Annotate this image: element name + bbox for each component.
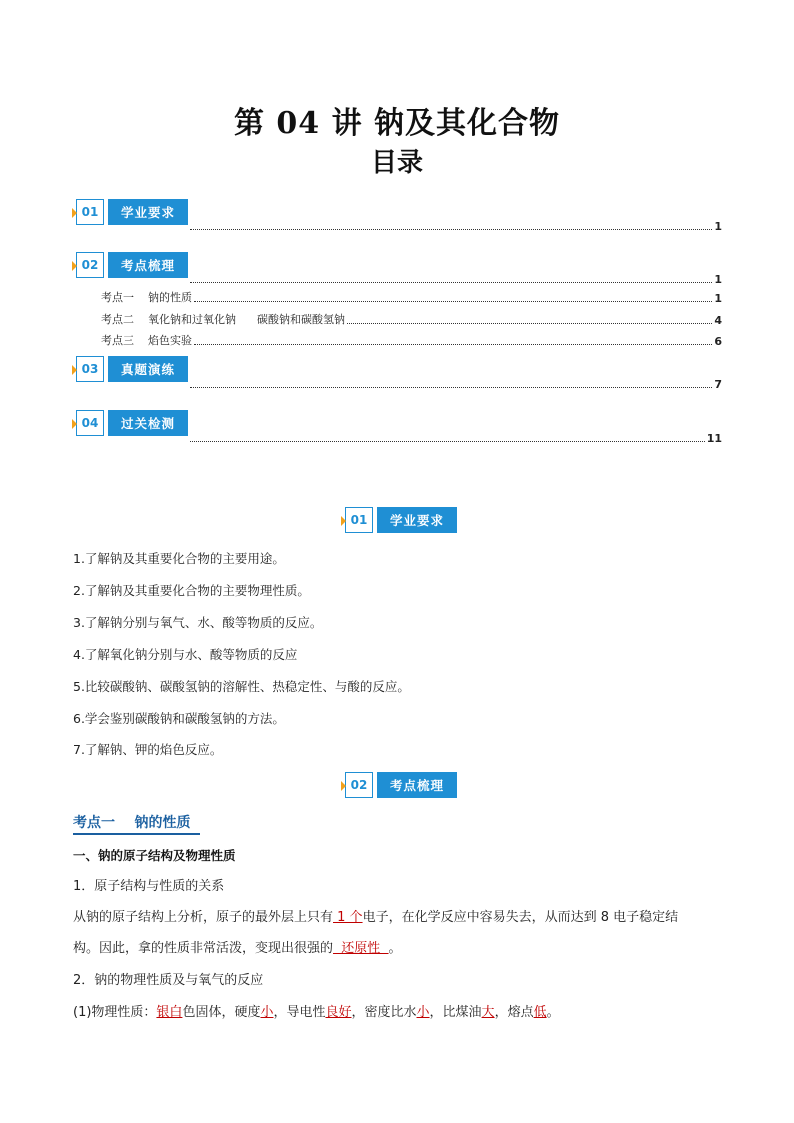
- toc-page-number: 11: [706, 432, 722, 445]
- item-heading: 1．原子结构与性质的关系: [73, 879, 225, 894]
- toc-entry-03[interactable]: [188, 377, 722, 391]
- requirements-badge: [345, 507, 457, 533]
- points-badge: [345, 772, 457, 798]
- paragraph-text: 构。因此，拿的性质非常活泼，变现出很强的: [73, 941, 334, 956]
- paragraph-text: ，导电性: [273, 1005, 326, 1020]
- badge-number: 02: [76, 252, 104, 278]
- fill-answer: 大: [481, 1005, 495, 1020]
- toc-entry-04[interactable]: [188, 431, 722, 445]
- badge-number: 01: [76, 199, 104, 225]
- requirement-item: 1.了解钠及其重要化合物的主要用途。: [73, 551, 285, 566]
- paragraph-line: [73, 908, 723, 927]
- toc-leader: [190, 229, 712, 230]
- paragraph-text: (1)物理性质：: [73, 1005, 157, 1020]
- toc-leader: [190, 282, 712, 283]
- toc-subentry-label: 考点三 焰色实验: [101, 334, 192, 347]
- toc-page-number: 4: [714, 314, 722, 327]
- badge-number: 03: [76, 356, 104, 382]
- paragraph-text: ，熔点: [494, 1005, 534, 1020]
- paragraph-text: 色固体，硬度: [182, 1005, 261, 1020]
- toc-badge-02[interactable]: [76, 252, 188, 278]
- toc-page-number: 6: [714, 335, 722, 348]
- toc-entry-02[interactable]: [188, 272, 722, 286]
- item-heading: 2．钠的物理性质及与氧气的反应: [73, 973, 264, 988]
- badge-number: 04: [76, 410, 104, 436]
- document-title: 第 04 讲 钠及其化合物: [233, 106, 561, 141]
- requirement-item: 7.了解钠、钾的焰色反应。: [73, 742, 223, 757]
- requirement-item: 4.了解氧化钠分别与水、酸等物质的反应: [73, 647, 298, 662]
- toc-leader: [190, 387, 712, 388]
- fill-answer: 还原性: [333, 941, 389, 956]
- paragraph-text: ，密度比水: [351, 1005, 417, 1020]
- toc-badge-04[interactable]: [76, 410, 188, 436]
- toc-page-number: 1: [714, 273, 722, 286]
- paragraph-text: ，比煤油: [429, 1005, 482, 1020]
- badge-label: 考点梳理: [108, 252, 188, 278]
- toc-leader: [194, 344, 712, 345]
- fill-answer: 1 个: [333, 910, 363, 925]
- toc-page-number: 1: [714, 292, 722, 305]
- section-heading-underline: [73, 833, 200, 835]
- toc-title: 目录: [370, 148, 423, 178]
- toc-page-number: 7: [714, 378, 722, 391]
- requirement-item: 6.学会鉴别碳酸钠和碳酸氢钠的方法。: [73, 711, 285, 726]
- fill-answer: 小: [416, 1005, 430, 1020]
- badge-label: 学业要求: [108, 199, 188, 225]
- toc-leader: [194, 301, 712, 302]
- fill-answer: 小: [260, 1005, 274, 1020]
- toc-subentry[interactable]: [101, 334, 722, 348]
- paragraph-text: 。: [388, 941, 402, 956]
- toc-badge-01[interactable]: [76, 199, 188, 225]
- subsection-heading: 一、钠的原子结构及物理性质: [73, 848, 236, 863]
- paragraph-line: [73, 939, 723, 958]
- toc-subentry-label: 考点二 氧化钠和过氧化钠 碳酸钠和碳酸氢钠: [101, 313, 345, 326]
- toc-subentry-label: 考点一 钠的性质: [101, 291, 192, 304]
- fill-answer: 良好: [325, 1005, 352, 1020]
- badge-label: 过关检测: [108, 410, 188, 436]
- toc-entry-01[interactable]: [188, 219, 722, 233]
- paragraph-line: [73, 1003, 733, 1022]
- requirement-item: 5.比较碳酸钠、碳酸氢钠的溶解性、热稳定性、与酸的反应。: [73, 679, 410, 694]
- toc-leader: [190, 441, 705, 442]
- toc-badge-03[interactable]: [76, 356, 188, 382]
- badge-label: 真题演练: [108, 356, 188, 382]
- toc-subentry[interactable]: [101, 313, 722, 327]
- toc-subentry[interactable]: [101, 291, 722, 305]
- toc-page-number: 1: [714, 220, 722, 233]
- fill-answer: 银白: [156, 1005, 183, 1020]
- paragraph-text: 电子，在化学反应中容易失去，从而达到 8 电子稳定结: [362, 910, 679, 925]
- section-heading: 考点一 钠的性质: [73, 815, 191, 831]
- paragraph-text: 从钠的原子结构上分析，原子的最外层上只有: [73, 910, 334, 925]
- badge-number: 01: [345, 507, 373, 533]
- fill-answer: 低: [533, 1005, 547, 1020]
- toc-leader: [347, 323, 712, 324]
- badge-number: 02: [345, 772, 373, 798]
- paragraph-text: 。: [546, 1005, 560, 1020]
- badge-label: 学业要求: [377, 507, 457, 533]
- requirement-item: 3.了解钠分别与氧气、水、酸等物质的反应。: [73, 615, 323, 630]
- badge-label: 考点梳理: [377, 772, 457, 798]
- requirement-item: 2.了解钠及其重要化合物的主要物理性质。: [73, 583, 310, 598]
